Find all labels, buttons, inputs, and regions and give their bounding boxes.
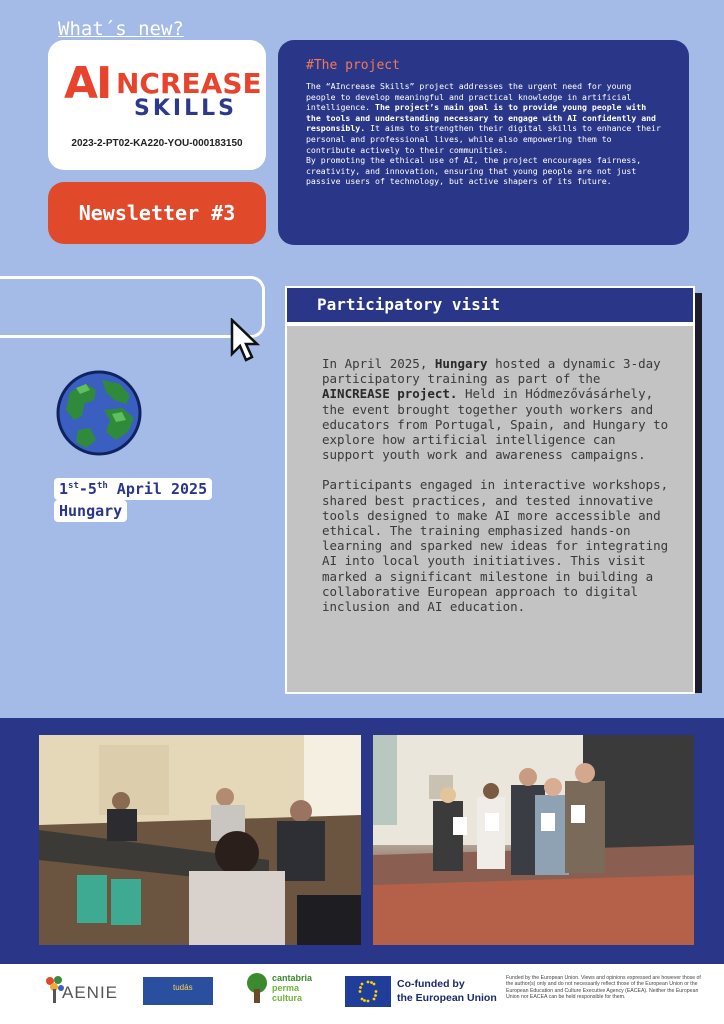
project-title: #The project — [306, 58, 400, 73]
visit-paragraph-2: Participants engaged in interactive workshops, shared best practices, and tested innovative tools designed to make AI more accessible and ethical. The training emphasized hands-on learning and sparked new ideas for integrating AI into local youth initiatives. This visit marked a significant milestone in building a collaborative European approach to digital inclusion and AI education. — [322, 477, 669, 615]
project-code: 2023-2-PT02-KA220-YOU-000183150 — [71, 138, 243, 149]
project-text-ethics: By promoting the ethical use of AI, the project encourages fairness, creativity, and innovation, ensuring that young people are not just passive users of technology, but active shapers of its future. — [306, 155, 642, 187]
project-text-intro: The “AIncrease Skills” project addresses the urgent need for young people to develop meaningful and practical knowledge in artificial intelligence. — [306, 81, 632, 113]
project-description-panel — [278, 40, 689, 245]
mouse-cursor-icon — [230, 318, 260, 362]
eu-disclaimer-text: Funded by the European Union. Views and opinions expressed are however those of the author(s) only and do not necessarily reflect those of the European Union or the European Education and Culture Executive Agency (EACEA). Neither the European Union nor EACEA can be held responsible for them. — [506, 975, 701, 1001]
event-date: 1st-5th April 2025 — [54, 478, 212, 500]
visit-article-body — [285, 324, 695, 694]
globe-icon — [56, 370, 142, 456]
logo-ai-mark: AI — [64, 58, 111, 109]
logo-skills-text: SKILLS — [134, 96, 237, 121]
aenie-logo-text: AENIE — [62, 983, 119, 1002]
project-text-aims: It aims to strengthen their digital skills to enhance their personal and professional lives, while also empowering them to contribute actively to their communities. — [306, 123, 661, 155]
permacultura-tree-icon — [244, 973, 270, 1005]
event-date-block — [54, 478, 212, 522]
group-photo — [373, 735, 694, 945]
eu-cofunded-label: Co-funded by the European Union — [397, 978, 497, 1004]
whats-new-frame — [0, 276, 265, 338]
visit-paragraph-1: In April 2025, Hungary hosted a dynamic 3-day participatory training as part of the AINCREASE project. Held in Hódmezővásárhely, the event brought together youth workers and educators from Portugal, Spain, and Hungary to explore how artificial intelligence can support youth work and awareness campaigns. — [322, 356, 669, 463]
project-text-goal: The project’s main goal is to provide young people with the tools and understanding necessary to engage with AI confidently and responsibly. — [306, 102, 656, 134]
eu-flag-icon — [345, 976, 391, 1007]
newsletter-number-badge: Newsletter #3 — [48, 182, 266, 244]
permacultura-logo-text: cantabria perma cultura — [272, 973, 313, 1003]
logo-card — [48, 40, 266, 170]
tudas-logo: tudás — [143, 977, 213, 1005]
project-text — [306, 81, 661, 187]
whats-new-link[interactable]: What´s new? — [58, 18, 184, 40]
event-location: Hungary — [54, 500, 127, 522]
logo-ncrease-text: NCREASE — [116, 67, 262, 100]
visit-article-title: Participatory visit — [285, 286, 695, 324]
workshop-photo — [39, 735, 361, 945]
